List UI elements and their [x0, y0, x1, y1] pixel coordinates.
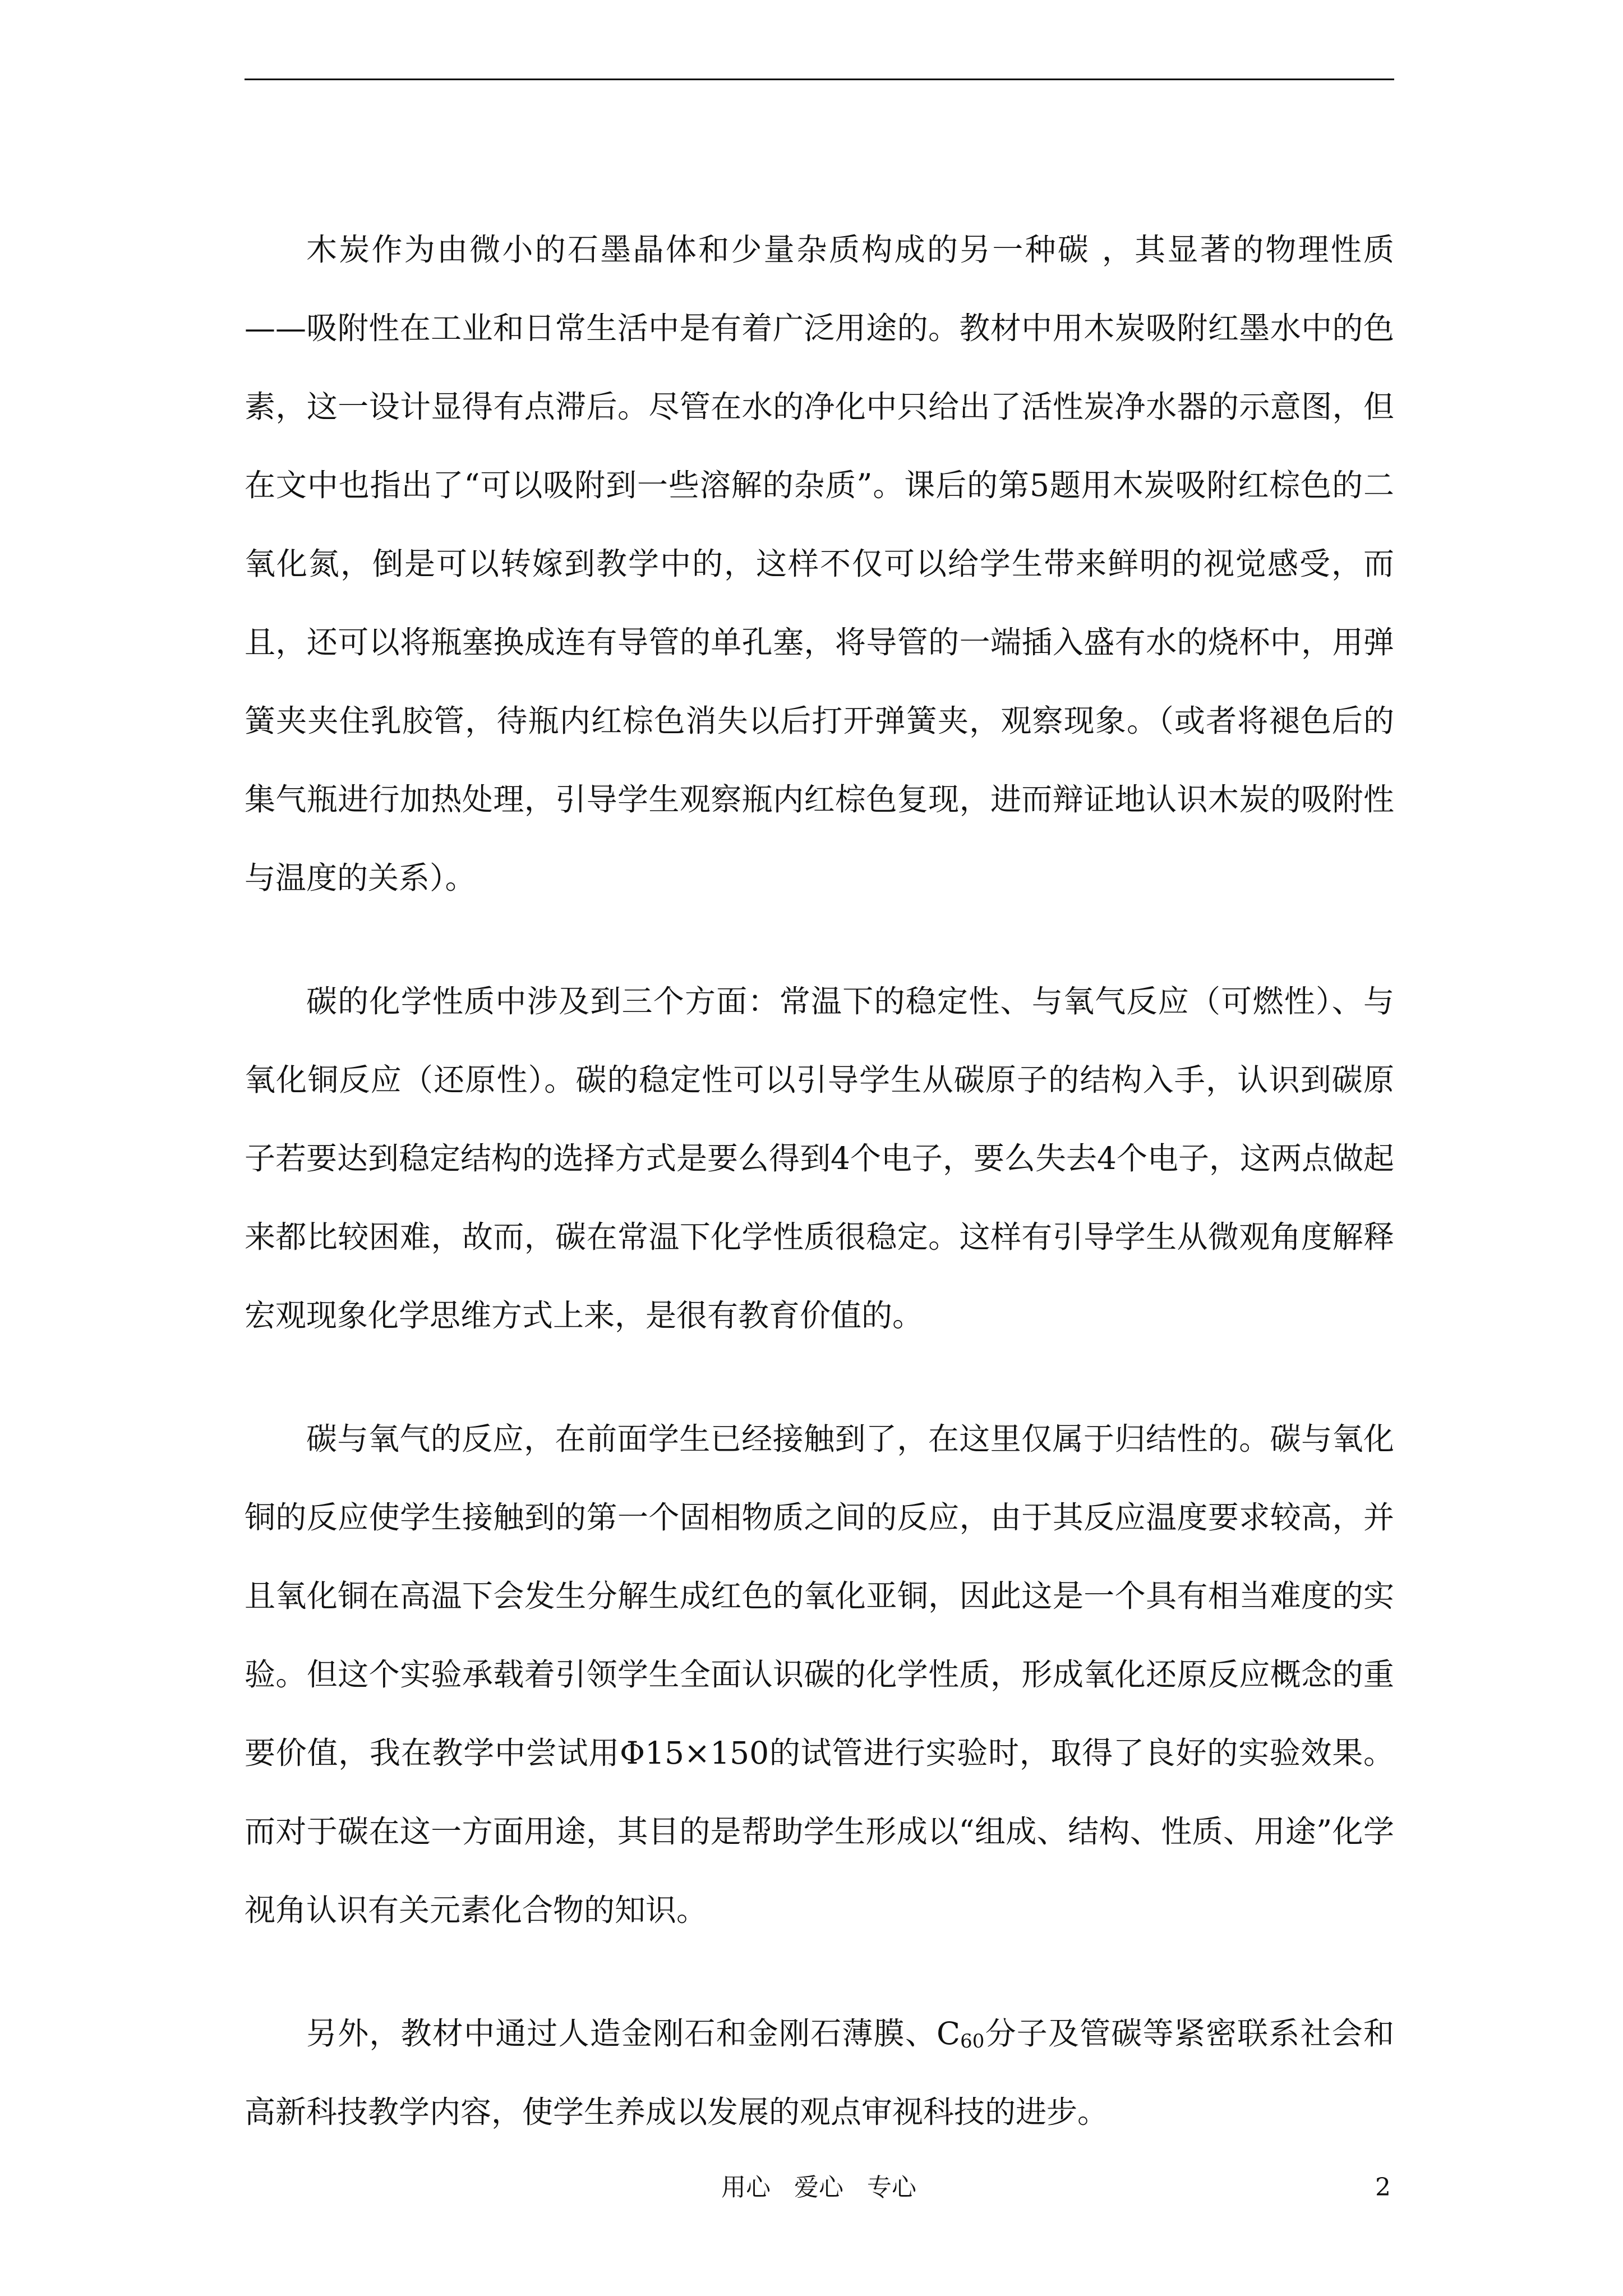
paragraph-text-after-formula: 分子及管碳等紧密联系社会和高新科技教学内容，使学生养成以发展的观点审视科技的进步。 [245, 2016, 1394, 2130]
paragraph-text-before-formula: 另外，教材中通过人造金刚石和金刚石薄膜、C [306, 2016, 961, 2051]
page-number: 2 [1375, 2173, 1391, 2202]
document-body [245, 210, 1394, 2151]
paragraph-diamond-technology [245, 1994, 1394, 2151]
c60-subscript: 60 [960, 2030, 985, 2053]
footer-motto: 用心 爱心 专心 [721, 2173, 916, 2202]
paragraph-carbon-oxygen-reaction: 碳与氧气的反应，在前面学生已经接触到了，在这里仅属于归结性的。碳与氧化铜的反应使学生接触到的第一个固相物质之间的反应，由于其反应温度要求较高，并且氧化铜在高温下会发生分解生成红色的氧化亚铜，因此这是一个具有相当难度的实验。但这个实验承载着引领学生全面认识碳的化学性质，形成氧化还原反应概念的重要价值，我在教学中尝试用Φ15×150的试管进行实验时，取得了良好的实验效果。而对于碳在这一方面用途，其目的是帮助学生形成以“组成、结构、性质、用途”化学视角认识有关元素化合物的知识。 [245, 1421, 1394, 1928]
paragraph-charcoal-adsorption: 木炭作为由微小的石墨晶体和少量杂质构成的另一种碳 ，其显著的物理性质——吸附性在工业和日常生活中是有着广泛用途的。教材中用木炭吸附红墨水中的色素，这一设计显得有点滞后。尽管在水的净化中只给出了活性炭净水器的示意图，但在文中也指出了“可以吸附到一些溶解的杂质”。课后的第5题用木炭吸附红棕色的二氧化氮，倒是可以转嫁到教学中的，这样不仅可以给学生带来鲜明的视觉感受，而且，还可以将瓶塞换成连有导管的单孔塞，将导管的一端插入盛有水的烧杯中，用弹簧夹夹住乳胶管，待瓶内红棕色消失以后打开弹簧夹，观察现象。（或者将褪色后的集气瓶进行加热处理，引导学生观察瓶内红棕色复现，进而辩证地认识木炭的吸附性与温度的关系）。 [245, 232, 1394, 896]
paragraph-carbon-chemical-properties: 碳的化学性质中涉及到三个方面：常温下的稳定性、与氧气反应（可燃性）、与氧化铜反应（还原性）。碳的稳定性可以引导学生从碳原子的结构入手，认识到碳原子若要达到稳定结构的选择方式是要么得到4个电子，要么失去4个电子，这两点做起来都比较困难，故而，碳在常温下化学性质很稳定。这样有引导学生从微观角度解释宏观现象化学思维方式上来，是很有教育价值的。 [245, 983, 1394, 1333]
header-rule [245, 79, 1394, 80]
